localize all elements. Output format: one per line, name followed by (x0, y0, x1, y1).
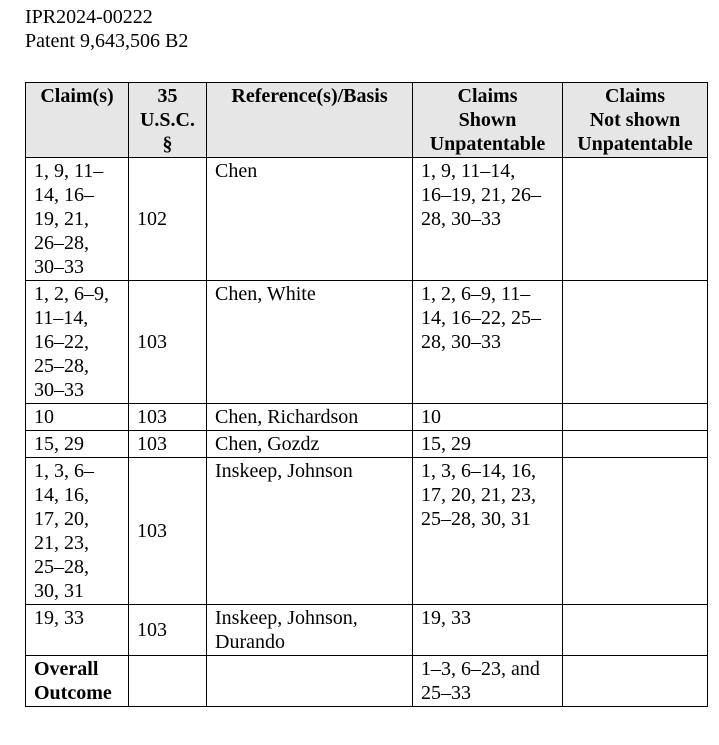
shown-cell-line: 19, 33 (421, 607, 471, 629)
references-cell (207, 458, 413, 605)
statute-header (129, 83, 207, 158)
statute-header-line: U.S.C. (139, 109, 195, 131)
case-number: IPR2024-00222 (25, 6, 153, 28)
not-shown-cell (563, 404, 708, 431)
not-shown-cell (563, 605, 708, 656)
shown-cell (413, 656, 563, 707)
outcome-table (25, 82, 708, 707)
references-cell-line: Chen, Richardson (215, 406, 359, 428)
statute-cell: 103 (129, 431, 207, 458)
claims-cell-line: 10 (34, 406, 54, 428)
claims-cell (26, 281, 129, 404)
shown-cell-line: 28, 30–33 (421, 208, 501, 230)
references-cell (207, 605, 413, 656)
table-row (26, 458, 708, 605)
shown-cell-line: 25–33 (421, 682, 471, 704)
shown-header-line: Claims (457, 85, 518, 107)
table-row (26, 404, 708, 431)
overall-label-cell-line: Outcome (34, 682, 112, 704)
shown-cell (413, 431, 563, 458)
shown-cell-line: 1, 9, 11–14, (421, 160, 516, 182)
shown-cell-line: 16–19, 21, 26– (421, 184, 541, 206)
claims-cell-line: 17, 20, (34, 508, 89, 530)
shown-cell-line: 28, 30–33 (421, 331, 501, 353)
references-header (207, 83, 413, 158)
statute-header-line: § (162, 133, 173, 155)
table-row (26, 281, 708, 404)
claims-cell-line: 1, 9, 11– (34, 160, 104, 182)
not-shown-cell (563, 281, 708, 404)
not-shown-cell (563, 158, 708, 281)
references-cell-line: Durando (215, 631, 285, 653)
claims-cell (26, 605, 129, 656)
shown-cell (413, 458, 563, 605)
claims-cell-line: 21, 23, (34, 532, 89, 554)
references-cell (207, 431, 413, 458)
references-cell-line: Chen, White (215, 283, 316, 305)
references-header-line: Reference(s)/Basis (231, 85, 388, 107)
not-shown-header-line: Unpatentable (577, 133, 693, 155)
claims-cell (26, 158, 129, 281)
references-cell (207, 404, 413, 431)
claims-cell-line: 14, 16– (34, 184, 94, 206)
shown-cell-line: 15, 29 (421, 433, 471, 455)
table-header-row (26, 83, 708, 158)
table-body (26, 158, 708, 707)
shown-header-line: Unpatentable (429, 133, 546, 155)
table-row (26, 431, 708, 458)
shown-cell (413, 404, 563, 431)
table-row (26, 605, 708, 656)
shown-cell-line: 25–28, 30, 31 (421, 508, 531, 530)
shown-cell-line: 1, 2, 6–9, 11– (421, 283, 531, 305)
claims-cell-line: 15, 29 (34, 433, 84, 455)
shown-cell-line: 1, 3, 6–14, 16, (421, 460, 536, 482)
statute-cell: 103 (129, 404, 207, 431)
claims-cell-line: 30, 31 (34, 580, 84, 602)
overall-label-cell-line: Overall (34, 658, 99, 680)
overall-label-cell (26, 656, 129, 707)
claims-cell-line: 16–22, (34, 331, 89, 353)
claims-cell-line: 25–28, (34, 556, 89, 578)
references-cell (207, 281, 413, 404)
not-shown-cell (563, 458, 708, 605)
claims-cell-line: 1, 2, 6–9, (34, 283, 109, 305)
overall-outcome-row (26, 656, 708, 707)
claims-cell-line: 25–28, (34, 355, 89, 377)
claims-header (26, 83, 129, 158)
shown-header-line: Shown (458, 109, 517, 131)
shown-header (413, 83, 563, 158)
claims-cell-line: 19, 21, (34, 208, 89, 230)
shown-cell-line: 10 (421, 406, 441, 428)
shown-cell (413, 281, 563, 404)
claims-cell-line: 14, 16, (34, 484, 89, 506)
statute-cell: 103 (129, 605, 207, 656)
claims-cell (26, 404, 129, 431)
not-shown-cell (563, 431, 708, 458)
statute-cell: 103 (129, 458, 207, 605)
claims-cell-line: 1, 3, 6– (34, 460, 94, 482)
statute-cell (129, 656, 207, 707)
claims-cell-line: 26–28, (34, 232, 89, 254)
references-cell (207, 656, 413, 707)
not-shown-header-line: Not shown (589, 109, 681, 131)
references-cell (207, 158, 413, 281)
shown-cell-line: 14, 16–22, 25– (421, 307, 541, 329)
claims-cell-line: 30–33 (34, 379, 84, 401)
references-cell-line: Inskeep, Johnson (215, 460, 353, 482)
statute-cell: 103 (129, 281, 207, 404)
not-shown-header-line: Claims (605, 85, 665, 107)
shown-cell (413, 158, 563, 281)
claims-cell-line: 11–14, (34, 307, 89, 329)
claims-cell (26, 458, 129, 605)
claims-cell-line: 30–33 (34, 256, 84, 278)
shown-cell-line: 1–3, 6–23, and (421, 658, 540, 680)
references-cell-line: Chen (215, 160, 258, 182)
claims-cell-line: 19, 33 (34, 607, 84, 629)
not-shown-cell (563, 656, 708, 707)
document-header (25, 5, 188, 53)
references-cell-line: Inskeep, Johnson, (215, 607, 358, 629)
statute-header-line: 35 (157, 85, 178, 107)
table-row (26, 158, 708, 281)
claims-cell (26, 431, 129, 458)
shown-cell (413, 605, 563, 656)
statute-cell: 102 (129, 158, 207, 281)
patent-number: Patent 9,643,506 B2 (25, 30, 189, 52)
not-shown-header (563, 83, 708, 158)
references-cell-line: Chen, Gozdz (215, 433, 320, 455)
claims-header-line: Claim(s) (40, 85, 114, 107)
shown-cell-line: 17, 20, 21, 23, (421, 484, 536, 506)
